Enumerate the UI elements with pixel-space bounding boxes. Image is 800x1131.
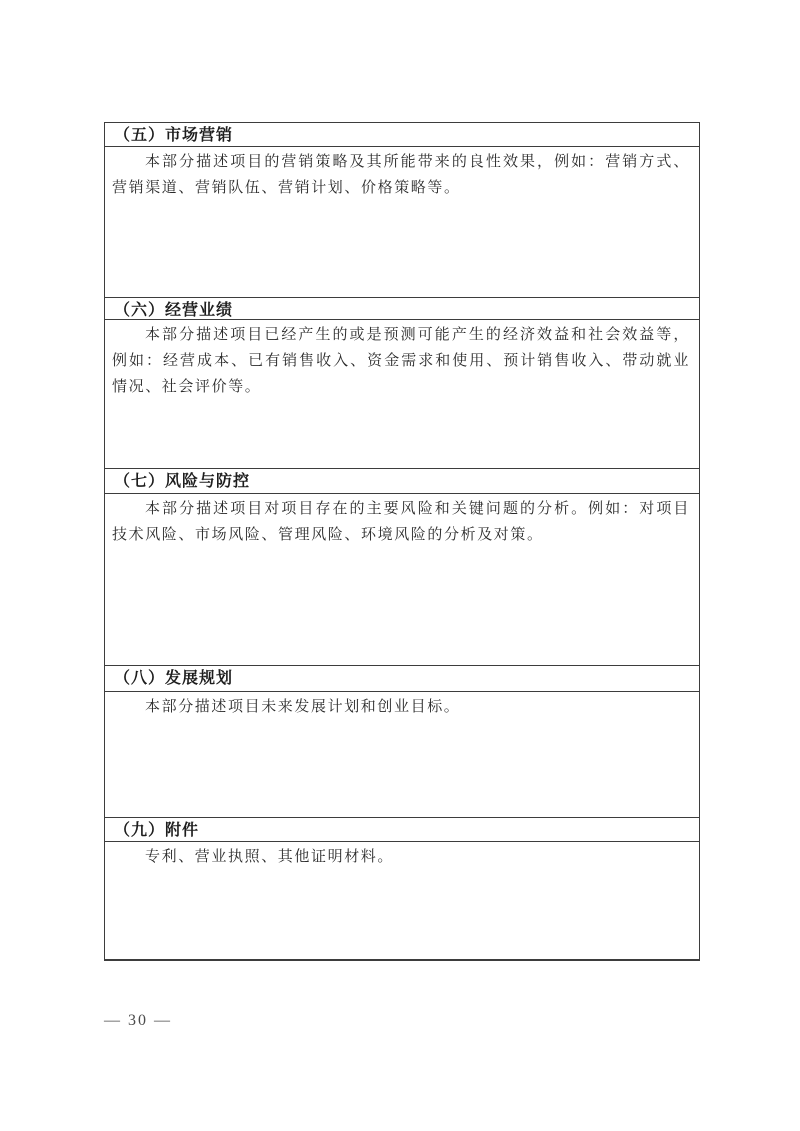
section-body: 本部分描述项目未来发展计划和创业目标。 [105,692,699,818]
section-body: 本部分描述项目的营销策略及其所能带来的良性效果，例如：营销方式、营销渠道、营销队伍、营销计划、价格策略等。 [105,147,699,298]
section-heading: （六）经营业绩 [105,298,699,320]
section-body: 本部分描述项目对项目存在的主要风险和关键问题的分析。例如：对项目技术风险、市场风险、管理风险、环境风险的分析及对策。 [105,494,699,666]
section-marketing [105,123,699,298]
section-risk-control [105,469,699,666]
section-body: 本部分描述项目已经产生的或是预测可能产生的经济效益和社会效益等，例如：经营成本、已有销售收入、资金需求和使用、预计销售收入、带动就业情况、社会评价等。 [105,320,699,469]
section-heading: （五）市场营销 [105,123,699,147]
section-attachments [105,818,699,959]
section-development-plan [105,666,699,818]
page-number: — 30 — [104,1012,172,1029]
section-heading: （九）附件 [105,818,699,842]
section-body: 专利、营业执照、其他证明材料。 [145,849,395,865]
section-heading: （八）发展规划 [105,666,699,692]
section-business-performance [105,298,699,469]
form-table [104,122,700,961]
section-heading: （七）风险与防控 [105,469,699,494]
